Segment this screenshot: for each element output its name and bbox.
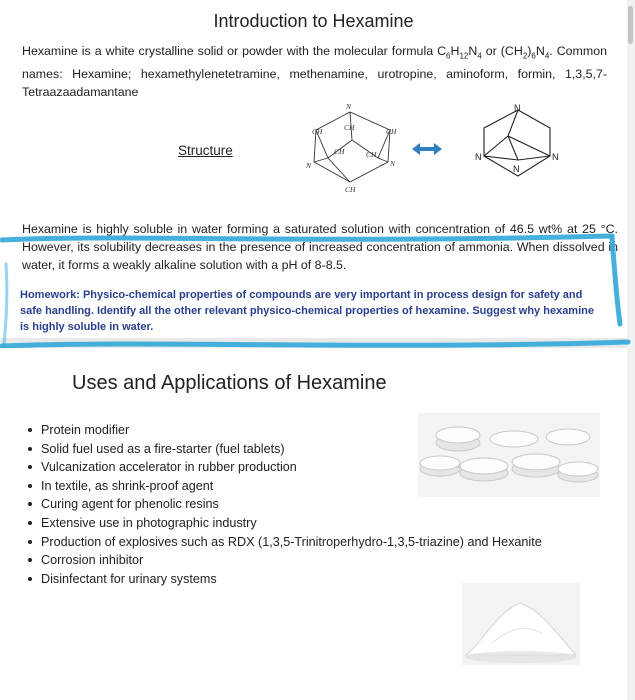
intro-paragraph: Hexamine is a white crystalline solid or powder with the molecular formula $C_6H_{12}N_4$ or $(CH_2)_6N_4$. Common names: Hexamine; hexamethylenetetramine, methenamine, urotropine, aminoform, formin, 1,3,5,7-Tetraazaadamantane xyxy=(22,44,607,100)
hexamine-powder-image xyxy=(462,583,580,665)
hexamine-structure-diagram xyxy=(300,100,600,195)
list-item: Production of explosives such as RDX (1,3,5-Trinitroperhydro-1,3,5-triazine) and Hexanite xyxy=(22,533,542,552)
svg-text:CH: CH xyxy=(334,147,345,156)
homework-note: Homework: Physico-chemical properties of compounds are very important in process design for safety and safe handling. Identify all the other relevant physico-chemical properties of hexamine. Suggest why hexamine is highly soluble in water. xyxy=(20,289,594,333)
list-item: Corrosion inhibitor xyxy=(22,551,542,570)
svg-text:N: N xyxy=(390,159,396,168)
svg-text:N: N xyxy=(513,164,520,174)
slide-title-intro: Introduction to Hexamine xyxy=(213,11,414,31)
svg-text:CH: CH xyxy=(344,123,355,132)
slide-title-uses: Uses and Applications of Hexamine xyxy=(72,372,387,394)
list-item: Solid fuel used as a fire-starter (fuel tablets) xyxy=(22,440,542,459)
scrollbar-thumb[interactable] xyxy=(628,6,633,44)
solubility-paragraph: Hexamine is highly soluble in water forming a saturated solution with concentration of 46.5 wt% at 25 °C. However, its solubility decreases in the presence of increased concentration of ammonia. When dissolved in water, it forms a weakly alkaline solution with a pH of 8-8.5. xyxy=(22,222,618,272)
list-item: Disinfectant for urinary systems xyxy=(22,570,542,589)
list-item: Curing agent for phenolic resins xyxy=(22,495,542,514)
list-item: Protein modifier xyxy=(22,421,542,440)
svg-text:N: N xyxy=(346,102,352,111)
svg-text:CH: CH xyxy=(386,127,397,136)
svg-text:N: N xyxy=(514,103,521,113)
list-item: Vulcanization accelerator in rubber production xyxy=(22,458,542,477)
svg-text:N: N xyxy=(552,152,559,162)
structure-label: Structure xyxy=(178,143,233,158)
svg-text:N: N xyxy=(306,161,312,170)
svg-text:CH: CH xyxy=(345,185,356,194)
list-item: Extensive use in photographic industry xyxy=(22,514,542,533)
list-item: In textile, as shrink-proof agent xyxy=(22,477,542,496)
svg-text:CH: CH xyxy=(366,150,377,159)
svg-text:CH: CH xyxy=(312,127,323,136)
fuel-tablets-image xyxy=(418,413,600,497)
svg-text:N: N xyxy=(475,152,482,162)
